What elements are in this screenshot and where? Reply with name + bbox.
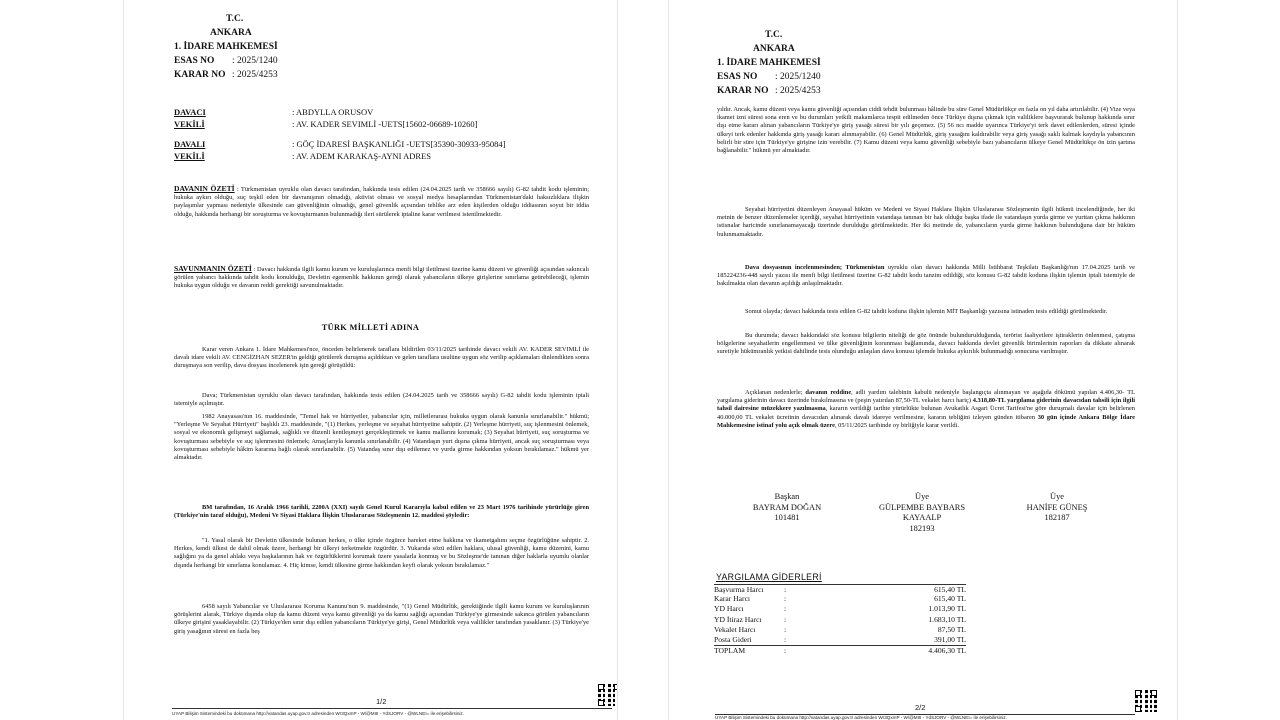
cost-label: Vekalet Harcı [714, 624, 756, 634]
vekili-label: VEKİLİ [174, 151, 205, 161]
davali-label: DAVALI [174, 139, 206, 149]
davanin-ozeti-paragraph [174, 185, 589, 219]
paragraph-text: uyruklu olan davacı hakkında Milli İstihbarat Teşkilatı Başkanlığı'nın 17.04.2025 tarih ve 185224236-448 sayılı yazısı ile menfi bilgi iletilmesi üzerine G-82 tahdit kodu tanzim edildiği, söz konusu G-82 tahdit koduna ilişkin işlemin iptali istemiyle de bakılmakta olan davanın açıldığı anlaşılmaktadır. [717, 264, 1135, 288]
footer-divider [172, 708, 612, 709]
karar-label: KARAR NO [174, 70, 226, 80]
cost-label: Karar Harcı [714, 594, 751, 604]
header-court: 1. İDARE MAHKEMESİ [717, 58, 821, 68]
signature-id: 182193 [909, 523, 935, 533]
signature-name: BAYRAM DOĞAN [752, 502, 822, 512]
esas-value: : 2025/1240 [775, 72, 821, 82]
signature-name-continued: KAYAALP [902, 513, 942, 522]
header-tc: T.C. [226, 14, 244, 24]
cost-row [714, 615, 966, 625]
cost-label: YD İtiraz Harcı [714, 614, 762, 624]
karar-value: : 2025/4253 [775, 86, 821, 96]
cost-row [714, 584, 966, 594]
signature-block [862, 492, 982, 534]
cost-colon: : [784, 585, 787, 594]
parties-block [174, 106, 505, 162]
esas-value: : 2025/1240 [232, 56, 278, 66]
costs-table [714, 584, 966, 655]
vekili-value: : AV. ADEM KARAKAŞ-AYNI ADRES [292, 151, 431, 161]
paragraph-text: , 05/11/2025 tarihinde oy birliğiyle karar verildi. [834, 421, 959, 429]
paragraph: BM tarafından, 16 Aralık 1966 tarihli, 2200A (XXI) sayılı Genel Kurul Kararıyla kabul edilen ve 23 Mart 1976 tarihinde yürürlüğe giren (Türkiye'nin taraf olduğu), Medeni Ve Siyasi Haklara İlişkin Uluslararası Sözleşmenin 12. maddesi şöyledir: [174, 504, 589, 520]
emphasis-text: 30 gün içinde Ankara Bölge İdare Mahkemesine istinaf yolu açık olmak üzere [717, 413, 1135, 429]
savunma-ozeti-text: : Davacı hakkında ilgili kamu kurum ve kuruluşlarınca menfi bilgi iletilmesi üzerine kamu düzeni ve güvenliği açısından sakıncalı görülen yabancı hakkında tahdit kodu konulduğu, Devletin egemenlik hakkının gereği olarak yabancıların ülkeye girişlerine sınırlama getirebileceği, işlemin hukuka uygun olduğu ve davanın reddi gerektiği savunulmaktadır. [174, 266, 589, 290]
davaci-label: DAVACI [174, 107, 206, 117]
header-city: ANKARA [210, 28, 252, 38]
footer-note: UYAP Bilişim Sistemindeki bu dokümana http://vatandas.uyap.gov.tr adresinden Wr3QxmP - W/@MIII - YdSJORV - @WLNEI= ile erişebilirsiniz. [715, 715, 1007, 720]
paragraph: 1982 Anayasası'nın 16. maddesinde, "Temel hak ve hürriyetler, yabancılar için, milletlerarası hukuka uygun olarak kanunla sınırlanabilir." hükmü; "Yerleşme Ve Seyahat Hürriyeti" başlıklı 23. maddesinde, "(1) Herkes, yerleşme ve seyahat hürriyetine sahiptir. (2) Yerleşme hürriyeti, suç işlenmesini önlemek, sosyal ve ekonomik gelişmeyi sağlamak, sağlıklı ve düzenli kentleşmeyi gerçekleştirmek ve kamu mallarını korumak; (3) Seyahat hürriyeti, suç soruşturma ve kovuşturması sebebiyle ve suç işlenmesini önlemek; Amaçlarıyla kanunla sınırlanabilir. (4) Vatandaşın yurt dışına çıkma hürriyeti, ancak suç soruşturması veya kovuşturması sebebiyle hâkim kararına bağlı olarak sınırlanabilir. (5) Vatandaş sınır dışı edilemez ve yurda girme hakkından yoksun bırakılamaz." hükmü yer almaktadır. [174, 413, 589, 462]
cost-row [714, 635, 966, 645]
page-number: 1/2 [376, 697, 387, 706]
esas-label: ESAS NO [717, 72, 758, 82]
qr-code [1135, 690, 1157, 712]
cost-value: 615,40 TL [934, 594, 966, 604]
paragraph: yıldır. Ancak, kamu düzeni veya kamu güvenliği açısından ciddi tehdit bulunması hâlinde bu süre Genel Müdürlükçe en fazla on yıl daha artırılabilir. (4) Vize veya ikamet izni süresi sona eren ve bu durumları yetkili makamlarca tespit edilmeden önce Türkiye dışına çıkmak için valiliklere başvurarak bulunup hakkında sınır dışı etme kararı alınan yabancıların Türkiye'ye giriş yasağı süresi bir yılı geçemez. (5) 56 ncı madde uyarınca Türkiye'yi terk davet edilenlerden, süresi içinde ülkeyi terk edenler hakkında giriş yasağı kararı alınmayabilir. (6) Genel Müdürlük, giriş yasağını kaldırabilir veya giriş yasağı saklı kalmak kaydıyla yabancının belirli bir süre için Türkiye'ye girişine izin verebilir. (7) Kamu düzeni veya kamu güvenliği sebebiyle bazı yabancıların ülkeye Genel Müdürlükçe ön izin şartına bağlanabilir." hükmü yer almaktadır. [717, 106, 1135, 155]
emphasis-text: 4.318,80-TL yargılama giderinin davacıdan tahsili için ilgili tahsil dairesine müzekkere yazılmasına [717, 397, 1135, 413]
signature-id: 101481 [774, 513, 800, 522]
footer-note: UYAP Bilişim Sistemindeki bu dokümana http://vatandas.uyap.gov.tr adresinden Wr3QxmP - W/@MIII - YdSJORV - @WLNEI= ile erişebilirsiniz. [172, 711, 464, 716]
signature-name: GÜLPEMBE BAYBARS [878, 502, 966, 512]
davali-value: : GÖÇ İDARESİ BAŞKANLIĞI -UETS[35390-30933-95084] [292, 139, 506, 149]
cost-colon: : [784, 614, 787, 624]
signature-block [727, 492, 847, 524]
paragraph [717, 264, 1135, 289]
cost-value: 615,40 TL [934, 585, 966, 594]
cost-colon: : [784, 594, 787, 604]
court-header [174, 12, 278, 82]
header-tc: T.C. [765, 30, 783, 40]
signature-id: 182187 [1044, 513, 1070, 522]
total-colon: : [784, 646, 787, 656]
cost-value: 391,00 TL [934, 634, 966, 644]
page-number: 2/2 [915, 703, 926, 712]
cost-total-row [714, 645, 966, 655]
paragraph-text: , kararın verildiği tarihte yürürlükte bulunan Avukatlık Asgari Ücret Tarifesi'ne göre duruşmalı davalar için belirlenen 40.000,00 TL vekalet ücretinin davacıdan alınarak davalı idareye verilmesine, kararın tebliğini izleyen günden itibaren [717, 405, 1135, 421]
cost-row [714, 625, 966, 635]
paragraph-text: , adli yardım talebinin kabulü nedeniyle başlangıçta alınmayan ve aşağıda dökümü yapılan 4.406,30- TL yargılama giderinin davacı üzerinde bırakılmasına ve (peşin yatırılan 87,50-TL vekalet harcı hariç) [717, 389, 1136, 405]
paragraph: Somut olayda; davacı hakkında tesis edilen G-82 tahdit koduna ilişkin işlemin MİT Başkanlığı yazısına istinaden tesis edildiği görülmektedir. [745, 308, 1108, 315]
document-page-2 [668, 0, 1178, 720]
header-court: 1. İDARE MAHKEMESİ [174, 42, 278, 52]
paragraph: 6458 sayılı Yabancılar ve Uluslararası Koruma Kanunu'nun 9. maddesinde, "(1) Genel Müdürlük, gerektiğinde ilgili kamu kurum ve kuruluşlarının görüşlerini alarak, Türkiye dışında olup da kamu düzeni veya kamu güvenliği ya da kamu sağlığı açısından Türkiye'ye girmesinde sakınca görülen yabancıların ülkeye girişini yasaklayabilir. (2) Türkiye'den sınır dışı edilen yabancıların Türkiye'ye girişi, Genel Müdürlük veya valilikler tarafından yasaklanır. (3) Türkiye'ye giriş yasağının süresi en fazla beş [174, 603, 589, 635]
paragraph: Dava; Türkmenistan uyruklu olan davacı tarafından, hakkında tesis edilen (24.04.2025 tarih ve 358666 sayılı) G-82 tahdit kodu işleminin iptali istemiyle açılmıştır. [174, 392, 589, 408]
cost-row [714, 594, 966, 604]
signature-block [997, 492, 1117, 524]
esas-label: ESAS NO [174, 56, 215, 66]
savunma-ozeti-label: SAVUNMANIN ÖZETİ [174, 264, 252, 273]
signature-role: Üye [1050, 492, 1064, 501]
total-label: TOPLAM [714, 646, 746, 656]
davanin-ozeti-label: DAVANIN ÖZETİ [174, 184, 235, 193]
cost-label: Başvurma Harcı [714, 585, 764, 594]
paragraph [717, 389, 1135, 430]
davanin-ozeti-text: : Türkmenistan uyruklu olan davacı tarafından, hakkında tesis edilen (24.04.2025 tarih ve 358666 sayılı) G-82 tahdit kodu işleminin; hukuka aykırı olduğu, suç teşkil eden bir davranışının olmadığı, aktivist olması ve sosyal medya hesaplarından Türkmenistan'daki haksızlıklara ilişkin paylaşımlar yapması nedeniyle ülkesinde can güvenliğinin olmadığı, genel güvenlik açısından tehlike arz eden kişilerden olduğu iddiasının soyut bir iddia olduğu, hakkında herhangi bir soruşturma ve kovuşturmanın bulunmadığı ileri sürülerek iptaline karar verilmesi istenilmektedir. [174, 186, 589, 218]
cost-value: 87,50 TL [937, 624, 966, 634]
paragraph: Seyahat hürriyetini düzenleyen Anayasal hüküm ve Medeni ve Siyasi Haklara İlişkin Uluslararası Sözleşmenin ilgili hükmü incelendiğinde, her iki metnin de benzer düzenlemeler içerdiği, seyahat hürriyetinin vatandaşa tanınan bir hak olduğu başka ifade ile vatandaşın yurda girme ve yurttan çıkma hakkının istisnalar haricinde sınırlanamayacağı üzerinde durulduğu görülmektedir. Her iki metinde de, yabancıların yurda girme hakkının bulunduğuna dair bir hüküm bulunmamaktadır. [717, 206, 1135, 238]
karar-value: : 2025/4253 [232, 70, 278, 80]
cost-colon: : [784, 604, 787, 614]
cost-value: 1.683,10 TL [928, 614, 966, 624]
header-city: ANKARA [753, 44, 795, 54]
emphasis-text: Dava dosyasının incelenmesinden; Türkmenistan [745, 264, 885, 271]
paragraph: Bu durumda; davacı hakkındaki söz konusu bilgilerin niteliği de göz önünde bulundurulduğunda, terörist faaliyetlere iştiraklerin önlenmesi, çatışma bölgelerine seyahatlerin engellenmesi ve ülke güvenliğinin korunması bağlamında, davacı hakkında devlet güvenlik birimlerinin raporları da dikkate alınarak suretiyle hükümranlık yetkisi dahilinde tesis olunduğu anlaşılan dava konusu işlemde hukuka aykırılık bulunmadığı sonucuna varılmıştır. [717, 332, 1135, 356]
cost-value: 1.013,90 TL [928, 604, 966, 614]
costs-title: YARGILAMA GİDERLERİ [716, 572, 822, 582]
total-value: 4.406,30 TL [928, 646, 966, 656]
cost-label: YD Harcı [714, 604, 744, 614]
vekili-label: VEKİLİ [174, 119, 205, 129]
vekili-value: : AV. KADER SEVIMLİ -UETS[15602-06689-10260] [292, 119, 478, 129]
signature-role: Üye [915, 492, 929, 501]
savunma-ozeti-paragraph [174, 265, 589, 291]
signature-name: HANİFE GÜNEŞ [1026, 502, 1088, 512]
qr-code [598, 684, 618, 706]
paragraph-text: Açıklanan nedenlerle; [745, 389, 806, 396]
karar-label: KARAR NO [717, 86, 769, 96]
cost-colon: : [784, 634, 787, 644]
signature-role: Başkan [774, 492, 800, 501]
paragraph: "1. Yasal olarak bir Devletin ülkesinde bulunan herkes, o ülke içinde özgürce hareket etme hakkına ve ikametgahını seçme özgürlüğüne sahiptir. 2. Herkes, kendi ülkesi de dahil olmak üzere, herhangi bir ülkeyi terketmekte özgürdür. 3. Yukarıda sözü edilen haklara, ulusal güvenliği, kamu düzenini, kamu sağlığını ya da genel ahlakı veya başkalarının hak ve özgürlüklerini korumak üzere yasalarla konmuş ve bu Sözleşme'de tanınan diğer haklarla uyumlu olanlar dışında herhangi bir sınırlama konulamaz. 4. Hiç kimse, kendi ülkesine girme hakkından keyfi olarak yoksun bırakılamaz." [174, 537, 589, 569]
cost-row [714, 604, 966, 614]
emphasis-text: davanın reddine [805, 389, 852, 396]
cost-colon: : [784, 624, 787, 634]
document-page-1 [123, 0, 618, 720]
paragraph: Karar veren Ankara 1. İdare Mahkemesi'nce, önceden belirlenerek taraflara bildirilen 03/11/2025 tarihinde davacı vekili AV. KADER SEVIMLİ ile davalı idare vekili AV. CENGİZHAN SEZER'in geldiği görülerek duruşma açıldıktan ve gelen taraflara usulüne uygun söz verilip açıklamaları dinlendikten sonra duruşmaya son verilip, dava dosyası incelenerek işin gereği görüşüldü: [174, 346, 589, 370]
davaci-value: : ABDYLLA ORUSOV [292, 107, 374, 117]
section-heading: TÜRK MİLLETİ ADINA [321, 323, 420, 332]
cost-label: Posta Gideri [714, 634, 752, 644]
court-header [717, 28, 821, 98]
